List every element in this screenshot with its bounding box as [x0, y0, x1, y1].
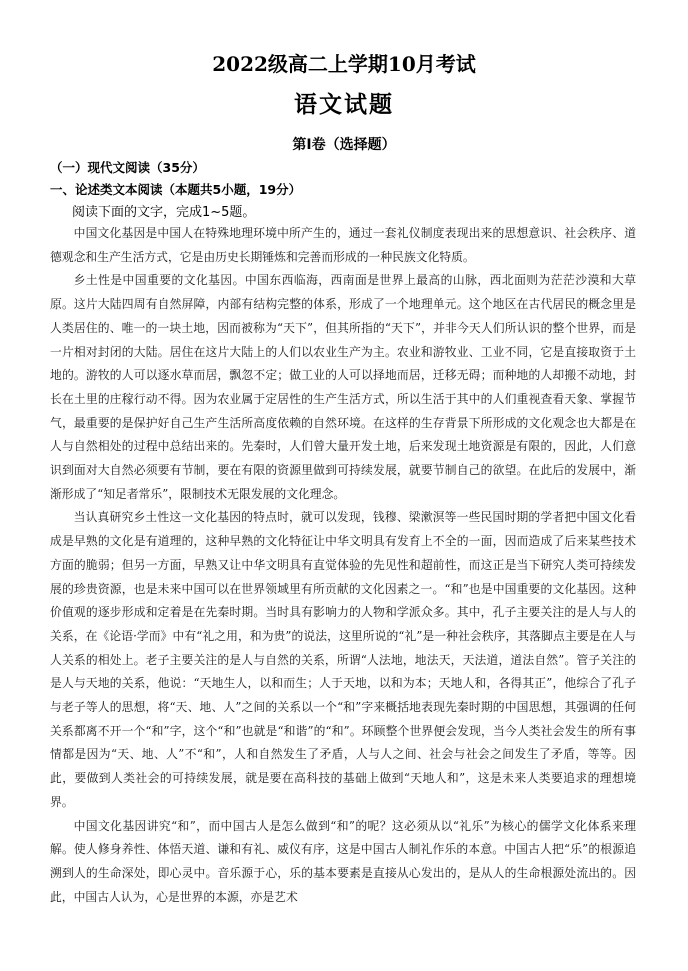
section-essay-reading: 一、论述类文本阅读（本题共5小题，19分）	[50, 182, 302, 197]
passage-paragraph: 当认真研究乡土性这一文化基因的特点时，就可以发现，钱穆、梁漱溟等一些民国时期的学者把中国文化看成是早熟的文化是有道理的，这种早熟的文化特征让中华文明具有发育上不全的一面，因而造成了后来某些技术方面的脆弱；但另一方面，早熟又让中华文明具有直觉体验的先见性和超前性，而这正是当下研究人类可持续发展的珍贵资源，也是未来中国可以在世界领域里有所贡献的文化因素之一。“和”也是中国重要的文化基因。这种价值观的逐步形成和定着是在先秦时期。当时具有影响力的人物和学派众多。其中，孔子主要关注的是人与人的关系，在《论语·学而》中有“礼之用，和为贵”的说法，这里所说的“礼”是一种社会秩序，其落脚点主要是在人与人关系的相处上。老子主要关注的是人与自然的关系，所谓“人法地，地法天，天法道，道法自然”。管子关注的是人与天地的关系，他说：“天地生人，以和而生；人于天地，以和为本；天地人和，各得其正”，他综合了孔子与老子等人的思想，将“天、地、人”之间的关系以一个“和”字来概括地表现先秦时期的中国思想，其强调的任何关系都离不开一个“和”字，这个“和”也就是“和谐”的“和”。环顾整个世界便会发现，当今人类社会发生的所有事情都是因为“天、地、人”不“和”，人和自然发生了矛盾，人与人之间、社会与社会之间发生了矛盾，等等。因此，要做到人类社会的可持续发展，就是要在高科技的基础上做到“天地人和”，这是未来人类要追求的理想境界。	[50, 510, 636, 809]
section-modern-reading: （一）现代文阅读（35分）	[50, 160, 205, 175]
passage-body	[50, 222, 636, 909]
subject-title: 语文试题	[294, 91, 394, 118]
passage-paragraph: 中国文化基因讲究“和”，而中国古人是怎么做到“和”的呢？这必须从以“礼乐”为核心的儒学文化体系来理解。使人修身养性、体悟天道、谦和有礼、威仪有序，这是中国古人制礼作乐的本意。中国古人把“乐”的根源追溯到人的生命深处，即心灵中。音乐源于心，乐的基本要素是直接从心发出的，是从人的生命根源处流出的。因此，中国古人认为，心是世界的本源，亦是艺术	[50, 818, 636, 904]
passage-paragraph: 乡土性是中国重要的文化基因。中国东西临海，西南面是世界上最高的山脉，西北面则为茫茫沙漠和大草原。这片大陆四周有自然屏障，内部有结构完整的体系，形成了一个地理单元。这个地区在古代居民的概念里是人类居住的、唯一的一块土地，因而被称为“天下”，但其所指的“天下”，并非今天人们所认识的整个世界，而是一片相对封闭的大陆。居住在这片大陆上的人们以农业生产为主。农业和游牧业、工业不同，它是直接取资于土地的。游牧的人可以逐水草而居，飘忽不定；做工业的人可以择地而居，迁移无碍；而种地的人却搬不动地，封长在土里的庄稼行动不得。因为农业属于定居性的生产生活方式，所以生活于其中的人们重视查看天象、掌握节气，最重要的是保护好自己生产生活所高度依赖的自然环境。在这样的生存背景下所形成的文化观念也大都是在人与自然相处的过程中总结出来的。先秦时，人们曾大量开发土地，后来发现土地资源是有限的，因此，人们意识到面对大自然必须要有节制，要在有限的资源里做到可持续发展，就要节制自己的欲望。在此后的发展中，渐渐形成了“知足者常乐”，限制技术无限发展的文化理念。	[50, 273, 636, 501]
volume-title: 第Ⅰ卷（选择题）	[292, 137, 396, 153]
reading-instruction: 阅读下面的文字，完成1~5题。	[72, 205, 256, 220]
exam-title: 2022级高二上学期10月考试	[212, 52, 476, 76]
passage-paragraph: 中国文化基因是中国人在特殊地理环境中所产生的，通过一套礼仪制度表现出来的思想意识、社会秩序、道德观念和生产生活方式，它是由历史长期锤炼和完善而形成的一种民族文化特质。	[50, 226, 636, 264]
